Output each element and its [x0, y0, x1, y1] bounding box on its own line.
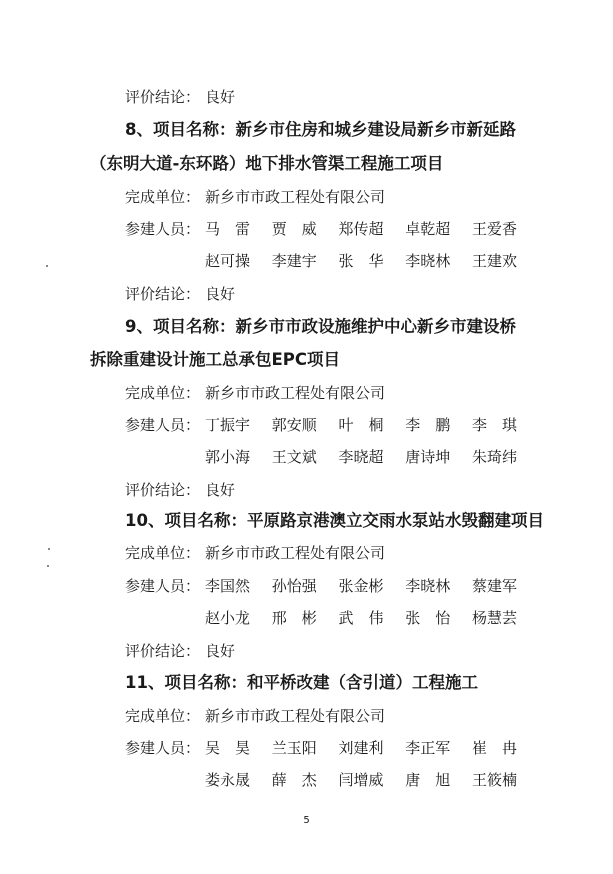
project-8-staff-row2 — [205, 250, 517, 272]
project-10-conclusion-label: 评价结论： — [125, 642, 201, 660]
staff-name: 唐诗坤 — [405, 448, 451, 466]
project-8-staff-label: 参建人员： — [125, 220, 201, 238]
scan-mark — [48, 548, 50, 550]
project-9-staff-label: 参建人员： — [125, 416, 201, 434]
staff-name: 叶 桐 — [338, 416, 384, 434]
staff-name: 李晓林 — [405, 252, 451, 270]
project-11-staff-row2 — [205, 769, 517, 791]
project-10-unit: 新乡市市政工程处有限公司 — [205, 544, 386, 562]
staff-name: 王文斌 — [271, 448, 317, 466]
staff-name: 王建欢 — [471, 252, 517, 270]
project-9-conclusion-label: 评价结论： — [125, 481, 201, 499]
staff-name: 邢 彬 — [271, 609, 317, 627]
staff-name: 张 怡 — [405, 609, 451, 627]
staff-name: 郑传超 — [338, 220, 384, 238]
staff-name: 朱琦纬 — [471, 448, 517, 466]
project-8-title-line1: 8、项目名称：新乡市住房和城乡建设局新乡市新延路 — [125, 120, 516, 139]
project-10-title-line1: 10、项目名称：平原路京港澳立交雨水泵站水毁翻建项目 — [125, 511, 544, 530]
staff-name: 武 伟 — [338, 609, 384, 627]
project-9-title-line2: 拆除重建设计施工总承包EPC项目 — [90, 350, 340, 369]
staff-name: 李国然 — [205, 577, 251, 595]
staff-name: 李 鹏 — [405, 416, 451, 434]
staff-name: 唐 旭 — [405, 771, 451, 789]
staff-name: 吴 昊 — [205, 739, 251, 757]
project-9-title-line1: 9、项目名称：新乡市市政设施维护中心新乡市建设桥 — [125, 317, 516, 336]
staff-name: 薛 杰 — [271, 771, 317, 789]
project-8-title-line2: （东明大道-东环路）地下排水管渠工程施工项目 — [90, 154, 444, 173]
project-8-unit: 新乡市市政工程处有限公司 — [205, 188, 386, 206]
scan-mark — [47, 565, 49, 567]
project-11-unit-label: 完成单位： — [125, 707, 201, 725]
staff-name: 娄永晟 — [205, 771, 251, 789]
top-conclusion-label: 评价结论： — [125, 88, 201, 106]
project-9-conclusion: 良好 — [205, 481, 236, 499]
staff-name: 闫增威 — [338, 771, 384, 789]
project-11-staff-label: 参建人员： — [125, 739, 201, 757]
staff-name: 丁振宇 — [205, 416, 251, 434]
project-10-staff-row1 — [205, 575, 517, 597]
page-number: 5 — [303, 815, 310, 826]
project-11-title-line1: 11、项目名称：和平桥改建（含引道）工程施工 — [125, 673, 478, 692]
staff-name: 张金彬 — [338, 577, 384, 595]
staff-name: 蔡建军 — [471, 577, 517, 595]
project-11-staff-row1 — [205, 737, 517, 759]
project-9-staff-row1 — [205, 414, 517, 436]
staff-name: 郭安顺 — [271, 416, 317, 434]
project-10-staff-row2 — [205, 607, 517, 629]
staff-name: 李晓超 — [338, 448, 384, 466]
staff-name: 李 琪 — [471, 416, 517, 434]
staff-name: 张 华 — [338, 252, 384, 270]
project-9-unit: 新乡市市政工程处有限公司 — [205, 384, 386, 402]
staff-name: 兰玉阳 — [271, 739, 317, 757]
scan-mark — [46, 265, 48, 267]
project-8-conclusion: 良好 — [205, 285, 236, 303]
project-10-unit-label: 完成单位： — [125, 544, 201, 562]
project-10-conclusion: 良好 — [205, 642, 236, 660]
staff-name: 杨慧芸 — [471, 609, 517, 627]
staff-name: 赵小龙 — [205, 609, 251, 627]
staff-name: 郭小海 — [205, 448, 251, 466]
staff-name: 赵可操 — [205, 252, 251, 270]
project-8-unit-label: 完成单位： — [125, 188, 201, 206]
project-10-staff-label: 参建人员： — [125, 577, 201, 595]
staff-name: 王筱楠 — [471, 771, 517, 789]
staff-name: 王爱香 — [471, 220, 517, 238]
staff-name: 马 雷 — [205, 220, 251, 238]
staff-name: 李正军 — [405, 739, 451, 757]
staff-name: 崔 冉 — [471, 739, 517, 757]
top-conclusion-value: 良好 — [205, 88, 236, 106]
project-11-unit: 新乡市市政工程处有限公司 — [205, 707, 386, 725]
staff-name: 贾 威 — [271, 220, 317, 238]
staff-name: 李晓林 — [405, 577, 451, 595]
staff-name: 李建宇 — [271, 252, 317, 270]
staff-name: 刘建利 — [338, 739, 384, 757]
project-9-unit-label: 完成单位： — [125, 384, 201, 402]
project-8-conclusion-label: 评价结论： — [125, 285, 201, 303]
staff-name: 孙怡强 — [271, 577, 317, 595]
project-9-staff-row2 — [205, 446, 517, 468]
project-8-staff-row1 — [205, 218, 517, 240]
staff-name: 卓乾超 — [405, 220, 451, 238]
